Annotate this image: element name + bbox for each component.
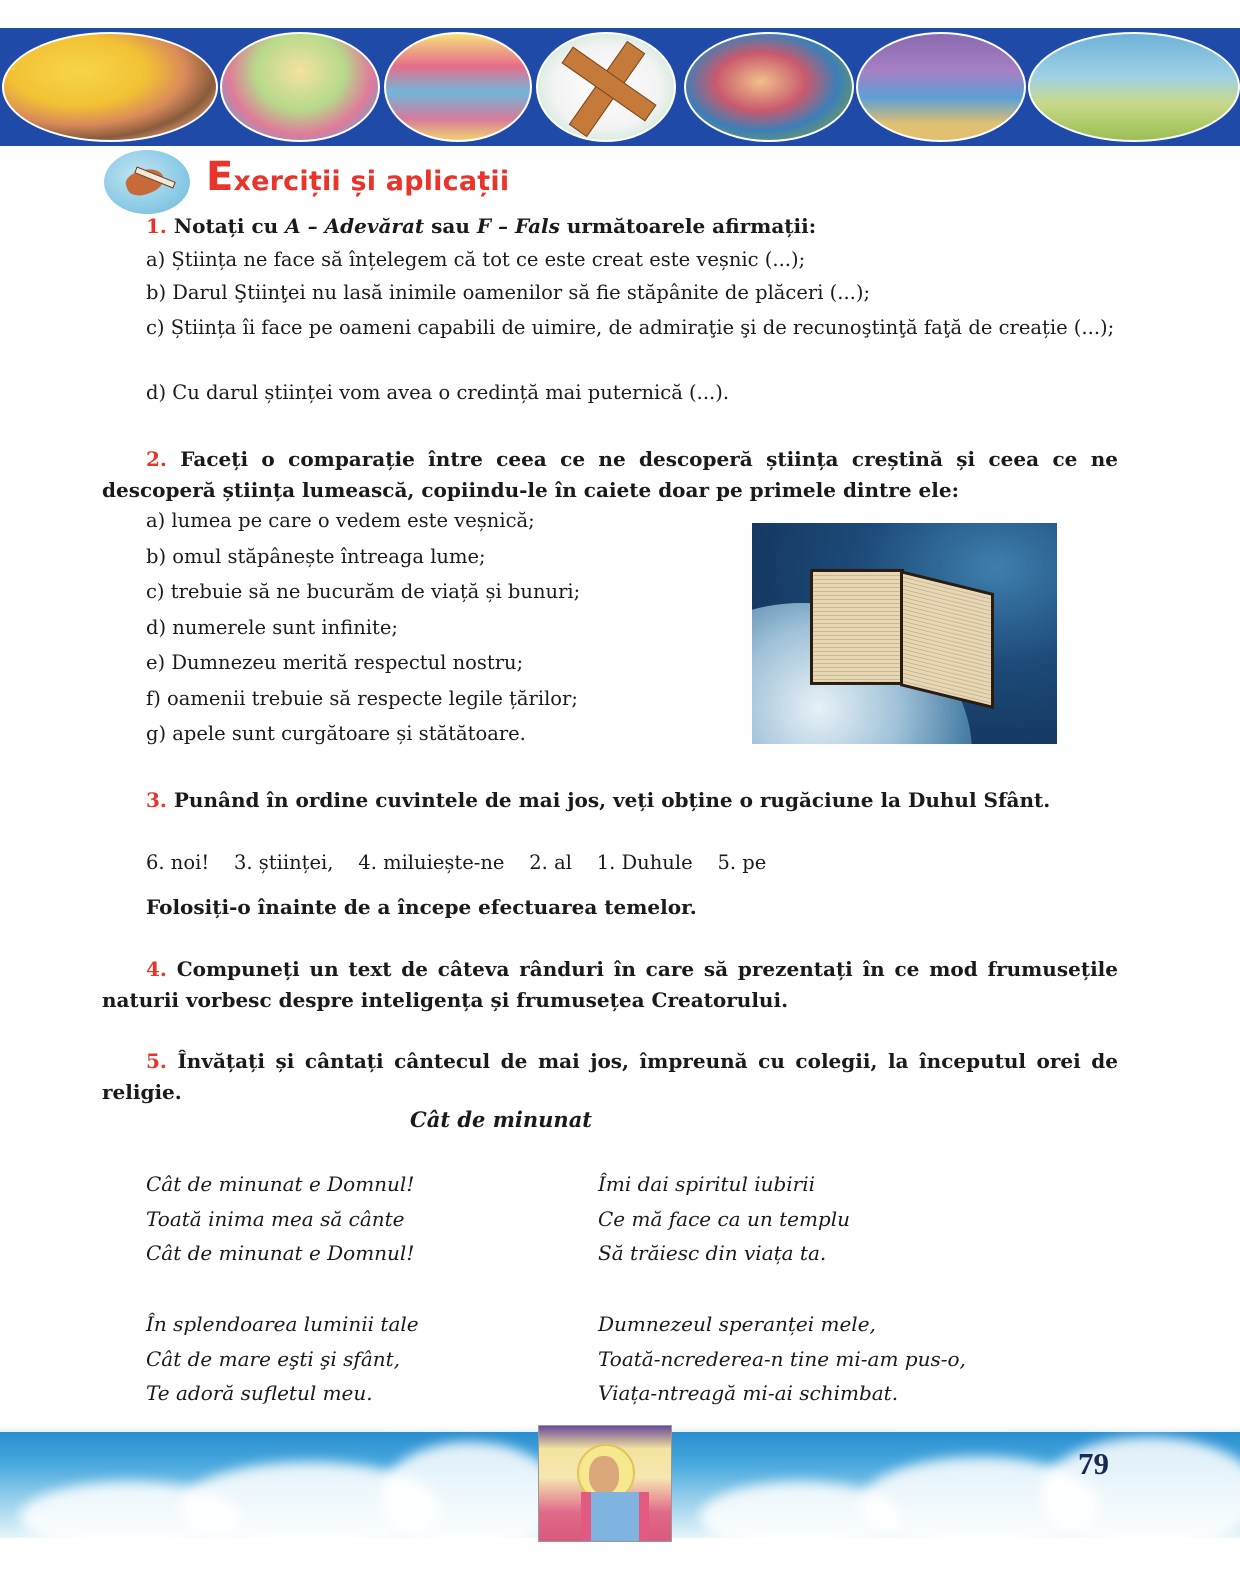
song-line: Te adoră sufletul meu. (146, 1381, 373, 1405)
statement-item: d) Cu darul științei vom avea o credință mai puternică (...). (146, 381, 730, 404)
song-line: Îmi dai spiritul iubirii (598, 1172, 816, 1196)
list-item: e) Dumnezeu merită respectul nostru; (146, 651, 524, 674)
banner-image-crowd-praising (384, 32, 532, 142)
exercise-3-instruction: Folosiți-o înainte de a începe efectuarea temelor. (146, 895, 697, 919)
word-item: 4. miluiește-ne (358, 851, 505, 874)
top-banner (0, 28, 1240, 146)
exercise-3-prompt (102, 785, 1118, 816)
exercise-number: 5. (146, 1049, 167, 1073)
song-stanza (146, 1307, 419, 1411)
song-title: Cât de minunat (410, 1107, 592, 1132)
banner-image-cleansing-temple (856, 32, 1026, 142)
song-stanza (598, 1307, 966, 1411)
open-bible-graphic (810, 562, 990, 707)
exercise-5-prompt (102, 1046, 1118, 1108)
statement-item: b) Darul Ştiinţei nu lasă inimile oamenilor să fie stăpânite de plăceri (...); (146, 281, 871, 304)
song-stanza (598, 1167, 850, 1271)
word-item: 6. noi! (146, 851, 210, 874)
exercise-1-prompt (146, 214, 816, 238)
exercise-number: 3. (146, 788, 167, 812)
song-line: Ce mă face ca un templu (598, 1206, 850, 1231)
song-line: Să trăiesc din viața ta. (598, 1241, 827, 1265)
banner-image-wooden-cross (536, 32, 676, 142)
exercise-number: 4. (146, 957, 167, 981)
song-line: În splendoarea luminii tale (146, 1312, 419, 1336)
list-item: g) apele sunt curgătoare și stătătoare. (146, 722, 526, 745)
prompt-text: Faceți o comparație între ceea ce ne descoperă știința creștină și ceea ce ne descoperă știința lumească, copiindu-le în caiete doar pe primele dintre ele: (102, 447, 1118, 502)
statement-item: c) Știința îi face pe oameni capabili de uimire, de admiraţie şi de recunoştinţă faţă de creație (...); (146, 316, 1115, 339)
word-item: 1. Duhule (596, 851, 693, 874)
exercise-4-prompt (102, 954, 1118, 1016)
prompt-text: Compuneți un text de câteva rânduri în care să prezentați în ce mod frumusețile naturii vorbesc despre inteligența și frumusețea Creatorului. (102, 957, 1118, 1012)
exercise-number: 1. (146, 214, 167, 238)
writing-hand-icon (104, 150, 190, 214)
prompt-text: Punând în ordine cuvintele de mai jos, veți obține o rugăciune la Duhul Sfânt. (173, 788, 1051, 812)
section-title-rest: xerciții și aplicații (233, 166, 510, 197)
prompt-text: Învățați și cântați cântecul de mai jos, împreună cu colegii, la începutul orei de religie. (102, 1049, 1119, 1104)
banner-image-jesus-teaching (220, 32, 380, 142)
list-item: a) lumea pe care o vedem este veșnică; (146, 509, 535, 532)
true-label: A – Adevărat (285, 214, 425, 238)
banner-image-children-with-jesus (2, 32, 218, 142)
list-item: c) trebuie să ne bucurăm de viață și bunuri; (146, 580, 581, 603)
statement-item: a) Știința ne face să înțelegem că tot ce este creat este veșnic (...); (146, 248, 806, 271)
word-list (146, 851, 766, 874)
word-item: 5. pe (717, 851, 767, 874)
exercise-number: 2. (146, 447, 167, 471)
list-item: b) omul stăpânește întreaga lume; (146, 545, 486, 568)
song-line: Toată-ncrederea-n tine mi-am pus-o, (598, 1346, 966, 1371)
banner-image-last-supper (684, 32, 854, 142)
false-label: F – Fals (476, 214, 560, 238)
song-stanza (146, 1167, 414, 1271)
jesus-in-glory-image (538, 1425, 672, 1542)
section-title (206, 154, 509, 200)
bible-over-earth-image (752, 523, 1057, 744)
song-line: Cât de minunat e Domnul! (146, 1172, 415, 1196)
prompt-text: sau (424, 214, 477, 238)
list-item: f) oamenii trebuie să respecte legile țărilor; (146, 687, 578, 710)
song-line: Toată inima mea să cânte (146, 1206, 405, 1231)
word-item: 3. științei, (233, 851, 334, 874)
page-number: 79 (1078, 1446, 1109, 1481)
song-line: Cât de minunat e Domnul! (146, 1241, 415, 1265)
banner-image-walking-disciples (1028, 32, 1240, 142)
song-line: Dumnezeul speranței mele, (598, 1312, 876, 1336)
song-line: Viața-ntreagă mi-ai schimbat. (598, 1381, 899, 1405)
prompt-text: Notați cu (173, 214, 286, 238)
prompt-text: următoarele afirmații: (559, 214, 817, 238)
song-line: Cât de mare eşti şi sfânt, (146, 1346, 401, 1371)
exercise-2-prompt (102, 444, 1118, 506)
word-item: 2. al (529, 851, 572, 874)
list-item: d) numerele sunt infinite; (146, 616, 398, 639)
section-title-initial: E (206, 154, 234, 200)
